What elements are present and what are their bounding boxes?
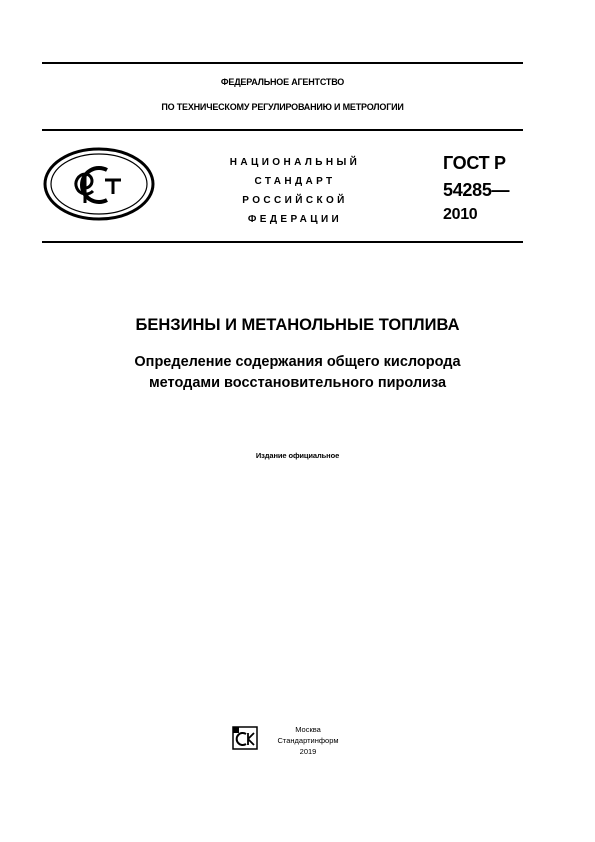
publisher-name: Стандартинформ bbox=[277, 736, 339, 745]
agency-name-line-2: ПО ТЕХНИЧЕСКОМУ РЕГУЛИРОВАНИЮ И МЕТРОЛОГИИ bbox=[161, 102, 404, 112]
subtitle-line-1: Определение содержания общего кислорода bbox=[134, 354, 461, 370]
agency-name-line-1: ФЕДЕРАЛЬНОЕ АГЕНТСТВО bbox=[220, 77, 345, 87]
rst-certification-mark-icon bbox=[43, 147, 155, 221]
document-subtitle bbox=[42, 352, 553, 394]
designation-year: 2010 bbox=[443, 206, 478, 223]
standard-designation bbox=[443, 150, 533, 226]
publisher-city: Москва bbox=[295, 725, 321, 734]
publisher-imprint bbox=[270, 724, 346, 757]
publication-year: 2019 bbox=[299, 747, 317, 756]
header-middle-rule bbox=[42, 129, 523, 131]
designation-prefix: ГОСТ Р bbox=[443, 153, 506, 173]
standartinform-logo-icon bbox=[232, 726, 258, 750]
standard-type-line-2: СТАНДАРТ bbox=[254, 176, 336, 187]
header-top-rule bbox=[42, 62, 523, 64]
designation-number: 54285— bbox=[443, 180, 510, 200]
subtitle-line-2: методами восстановительного пиролиза bbox=[148, 375, 447, 391]
header-bottom-rule bbox=[42, 241, 523, 243]
standard-type-line-4: ФЕДЕРАЦИИ bbox=[247, 214, 343, 225]
edition-note: Издание официальное bbox=[255, 451, 340, 460]
document-title: БЕНЗИНЫ И МЕТАНОЛЬНЫЕ ТОПЛИВА bbox=[135, 316, 460, 334]
standard-type-block bbox=[205, 153, 385, 229]
standard-type-line-3: РОССИЙСКОЙ bbox=[242, 195, 348, 206]
standard-type-line-1: НАЦИОНАЛЬНЫЙ bbox=[229, 157, 361, 168]
